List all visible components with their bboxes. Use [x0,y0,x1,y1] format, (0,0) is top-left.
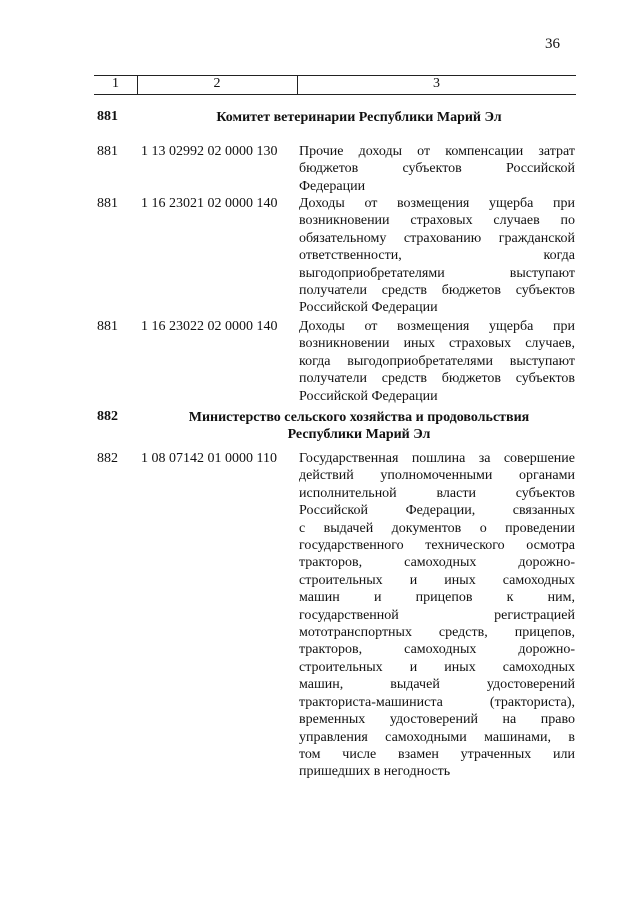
header-col-2: 2 [213,76,221,91]
description-line: временных удостоверений на право [299,712,575,728]
description-line: машин, выдачей удостоверений [299,677,575,693]
description-line: выгодоприобретателями выступают [299,265,575,281]
description-line: Прочие доходы от компенсации затрат [299,144,575,159]
section-heading [97,109,577,129]
header-col-3: 3 [433,76,440,91]
description-line: государственной регистрацией [299,607,575,623]
description-line: Государственная пошлина за совершение [299,451,575,466]
section-title-line: Министерство сельского хозяйства и продовольствия [188,410,530,425]
description-line: действий уполномоченными органами [299,468,575,484]
section-heading [97,409,577,445]
header-col-1: 1 [112,76,119,91]
kbk-code: 1 16 23021 02 0000 140 [141,196,278,211]
description-line: Доходы от возмещения ущерба при [299,196,575,211]
kbk-code: 1 13 02992 02 0000 130 [141,144,278,159]
section-title [141,109,577,126]
kbk-code: 1 16 23022 02 0000 140 [141,319,278,334]
description-line: ответственности, когда [299,248,575,264]
description-line: когда выгодоприобретателями выступают [299,353,575,369]
description-line: тракторов, самоходных дорожно- [299,555,575,571]
description-line: исполнительной власти субъектов [299,485,575,501]
description-line: строительных и иных самоходных [299,659,575,675]
description-line: государственного технического осмотра [299,538,575,554]
admin-code: 882 [97,451,118,466]
header-bottom-rule [94,94,576,95]
section-title [141,409,577,443]
description-line: мототранспортных средств, прицепов, [299,625,575,641]
description-line: с выдачей документов о проведении [299,520,575,536]
admin-code: 881 [97,196,118,211]
description-line: тракторов, самоходных дорожно- [299,642,575,658]
description-line: машин и прицепов к ним, [299,590,575,606]
description-line: Федерации [299,178,366,194]
description-line: получатели средств бюджетов субъектов [299,283,575,299]
description-line: Российской Федерации [299,388,438,404]
income-description [299,450,575,781]
description-line: Доходы от возмещения ущерба при [299,319,575,334]
admin-code: 881 [97,144,118,159]
description-line: пришедших в негодность [299,764,451,780]
description-line: том числе взамен утраченных или [299,746,575,762]
income-description [299,143,575,195]
income-description [299,318,575,405]
description-line: строительных и иных самоходных [299,572,575,588]
description-line: Российской Федерации [299,300,438,316]
description-line: получатели средств бюджетов субъектов [299,371,575,387]
kbk-code: 1 08 07142 01 0000 110 [141,451,277,466]
section-code: 882 [97,409,118,424]
page-number: 36 [545,36,560,52]
description-line: обязательному страхованию гражданской [299,230,575,246]
description-line: возникновении страховых случаев по [299,213,575,229]
description-line: Российской Федерации, связанных [299,503,575,519]
admin-code: 881 [97,319,118,334]
income-description [299,195,575,317]
section-code: 881 [97,109,118,124]
description-line: возникновении иных страховых случаев, [299,336,575,352]
section-title-line: Республики Марий Эл [287,427,431,442]
description-line: управления самоходными машинами, в [299,729,575,745]
description-line: бюджетов субъектов Российской [299,161,575,177]
section-title-line: Комитет ветеринарии Республики Марий Эл [216,110,502,125]
description-line: тракториста-машиниста (тракториста), [299,694,575,710]
